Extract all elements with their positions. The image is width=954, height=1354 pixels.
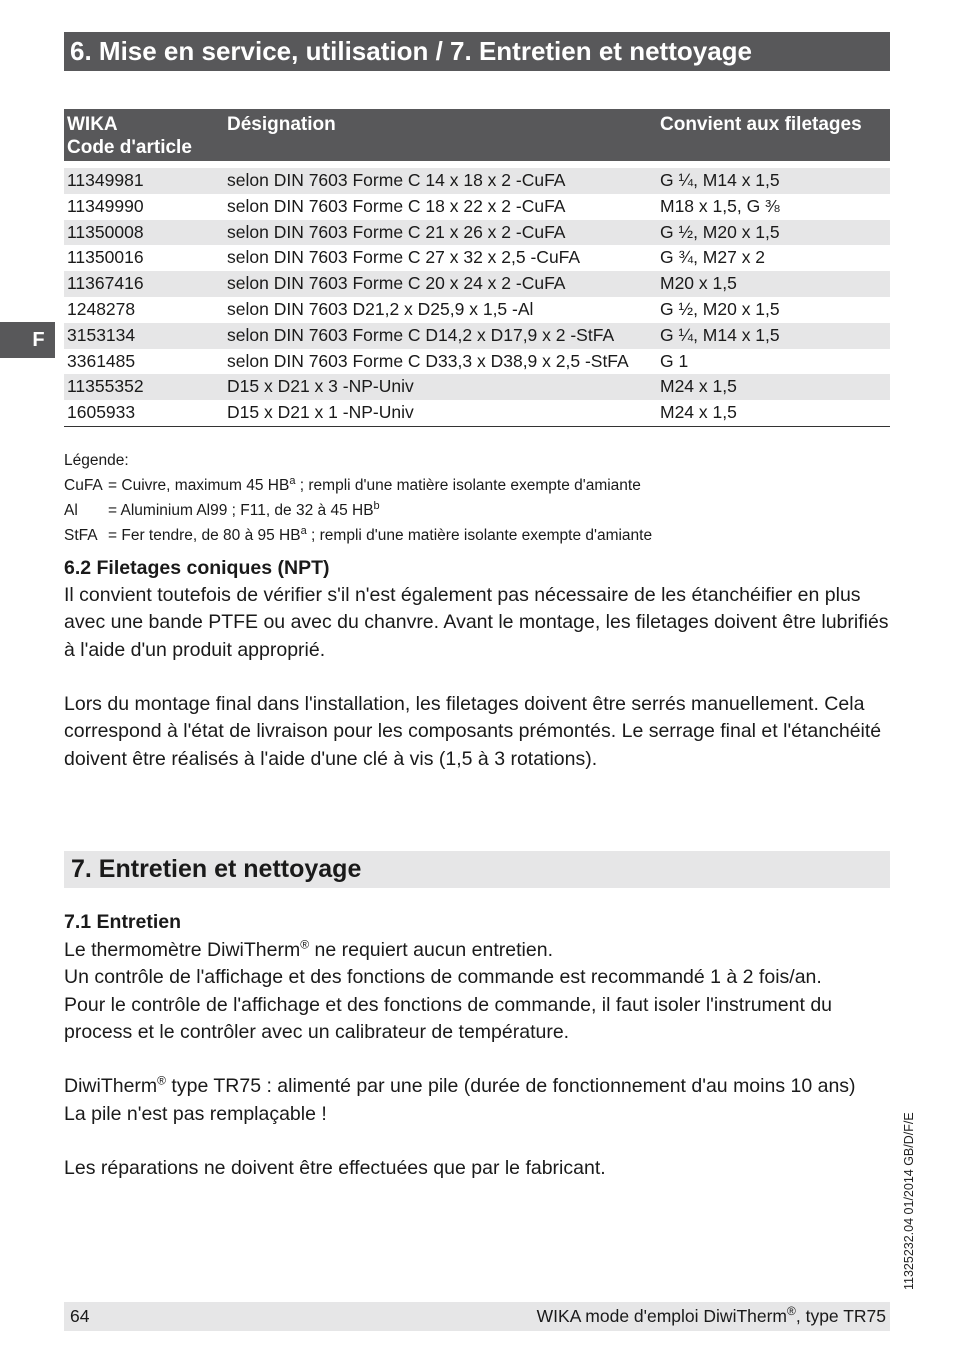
cell-designation: selon DIN 7603 Forme C 20 x 24 x 2 -CuFA [224,271,657,297]
footer-text-end: , type TR75 [795,1306,886,1326]
repair-note: Les réparations ne doivent être effectuées que par le fabricant. [64,1157,606,1180]
legend-description: Aluminium Al99 ; F11, de 32 à 45 HB [120,502,374,520]
column-header-designation: Désignation [224,109,657,161]
table-spacer [64,161,890,168]
cell-thread: G 1 [660,350,689,371]
cell-code: 1248278 [67,298,136,319]
column-header-code-line2: Code d'article [67,137,192,158]
cell-thread: G ¼, M14 x 1,5 [657,323,890,349]
table-row [64,245,890,271]
cell-designation: selon DIN 7603 Forme C 21 x 26 x 2 -CuFA [224,220,657,246]
language-tab: F [0,322,55,358]
legend-items [64,471,652,546]
maintenance-line2: Un contrôle de l'affichage et des fonctions de commande est recommandé 1 à 2 fois/an. [64,966,822,989]
cell-thread: G ¼, M14 x 1,5 [657,168,890,194]
section-7-title: 7. Entretien et nettoyage [64,851,890,888]
column-header-code-line1: WIKA [67,114,118,135]
legend-item [64,496,652,521]
document-code: 11325232.04 01/2014 GB/D/F/E [902,1112,916,1290]
cell-code: 11350016 [67,247,144,268]
table-row [64,168,890,194]
legend-separator: = [108,527,118,545]
table-header-row [64,109,890,161]
cell-thread: G ½, M20 x 1,5 [660,298,780,319]
section-7-1-body [64,937,894,1183]
legend-footnote-mark: b [373,500,380,513]
cell-code: 3361485 [67,350,136,371]
table-row [64,374,890,400]
cell-code: 11355352 [64,374,224,400]
legend-item [64,521,652,546]
legend-key: StFA [64,527,98,545]
cell-designation: selon DIN 7603 Forme C D14,2 x D17,9 x 2 -StFA [224,323,657,349]
table-row [64,220,890,246]
cell-code: 1605933 [64,400,224,426]
cell-thread: M24 x 1,5 [657,374,890,400]
cell-code: 11349990 [67,195,144,216]
legend-footnote-mark: a [300,525,307,538]
cell-code: 11349981 [64,168,224,194]
table-row [64,194,890,220]
battery-line [64,1073,894,1100]
battery-not-replaceable: La pile n'est pas remplaçable ! [64,1102,327,1125]
registered-mark: ® [300,937,310,952]
legend-description-end: ; rempli d'une matière isolante exempte d'amiante [295,477,641,495]
cell-designation: selon DIN 7603 Forme C D33,3 x D38,9 x 2,5 -StFA [227,350,629,371]
maintenance-line3: Pour le contrôle de l'affichage et des fonctions de commande, il faut isoler l'instrument du process et le contrôler avec un calibrateur de température. [64,993,833,1043]
registered-mark: ® [787,1304,796,1319]
cell-designation: selon DIN 7603 D21,2 x D25,9 x 1,5 -Al [227,298,534,319]
legend [64,450,652,546]
legend-separator: = [108,502,118,520]
gasket-table [64,109,890,427]
legend-item [64,471,652,496]
cell-thread: M18 x 1,5, G ⅜ [660,195,780,216]
legend-key: Al [64,502,78,520]
page-number: 64 [70,1306,90,1326]
battery-line-end: type TR75 : alimenté par une pile (durée de fonctionnement d'au moins 10 ans) [166,1075,856,1098]
legend-separator: = [108,477,118,495]
cell-thread: M24 x 1,5 [657,400,890,426]
cell-thread: G ¾, M27 x 2 [660,247,766,268]
section-6-2-heading: 6.2 Filetages coniques (NPT) [64,557,330,579]
cell-code: 11350008 [64,220,224,246]
cell-thread: M20 x 1,5 [657,271,890,297]
battery-line-text: DiwiTherm [64,1075,158,1098]
section-6-2-body [64,582,894,773]
page-footer [64,1302,890,1331]
column-header-code [64,109,224,161]
cell-designation: selon DIN 7603 Forme C 14 x 18 x 2 -CuFA [224,168,657,194]
cell-designation: D15 x D21 x 1 -NP-Univ [224,400,657,426]
table-row [64,297,890,323]
maintenance-line1-text: Le thermomètre DiwiTherm [64,939,301,961]
cell-designation: selon DIN 7603 Forme C 18 x 22 x 2 -CuFA [227,195,566,216]
section-6-2-para1: Il convient toutefois de vérifier s'il n'est également pas nécessaire de les étanchéifier en plus avec une bande PTFE ou avec du chanvre. Avant le montage, les filetages doivent être lubrifiés à l'aide d'un produit approprié. [64,584,889,661]
column-header-thread: Convient aux filetages [657,109,890,161]
registered-mark: ® [157,1073,167,1088]
footer-text [537,1302,886,1331]
section-7-1-heading: 7.1 Entretien [64,911,182,933]
table-row [64,400,890,426]
footer-text-main: WIKA mode d'emploi DiwiTherm [536,1306,788,1326]
table-body [64,161,890,426]
cell-designation: D15 x D21 x 3 -NP-Univ [224,374,657,400]
table-row [64,323,890,349]
legend-description: Fer tendre, de 80 à 95 HB [121,527,301,545]
maintenance-line1-end: ne requiert aucun entretien. [309,939,553,961]
legend-footnote-mark: a [289,475,296,487]
table-row [64,349,890,375]
cell-code: 11367416 [64,271,224,297]
cell-designation: selon DIN 7603 Forme C 27 x 32 x 2,5 -CuFA [227,247,581,268]
legend-key: CuFA [64,477,103,495]
cell-thread: G ½, M20 x 1,5 [657,220,890,246]
table-row [64,271,890,297]
legend-title: Légende: [64,452,129,469]
page-title: 6. Mise en service, utilisation / 7. Entretien et nettoyage [64,32,890,71]
section-6-2-para2: Lors du montage final dans l'installation, les filetages doivent être serrés manuellement. Cela correspond à l'état de livraison pour les composants prémontés. Le serrage final et l'étanchéité doivent être réalisés à l'aide d'une clé à vis (1,5 à 3 rotations). [64,693,882,770]
legend-description: Cuivre, maximum 45 HB [121,477,290,495]
maintenance-line1 [64,937,894,964]
cell-code: 3153134 [64,323,224,349]
legend-description-end: ; rempli d'une matière isolante exempte d'amiante [306,527,653,545]
